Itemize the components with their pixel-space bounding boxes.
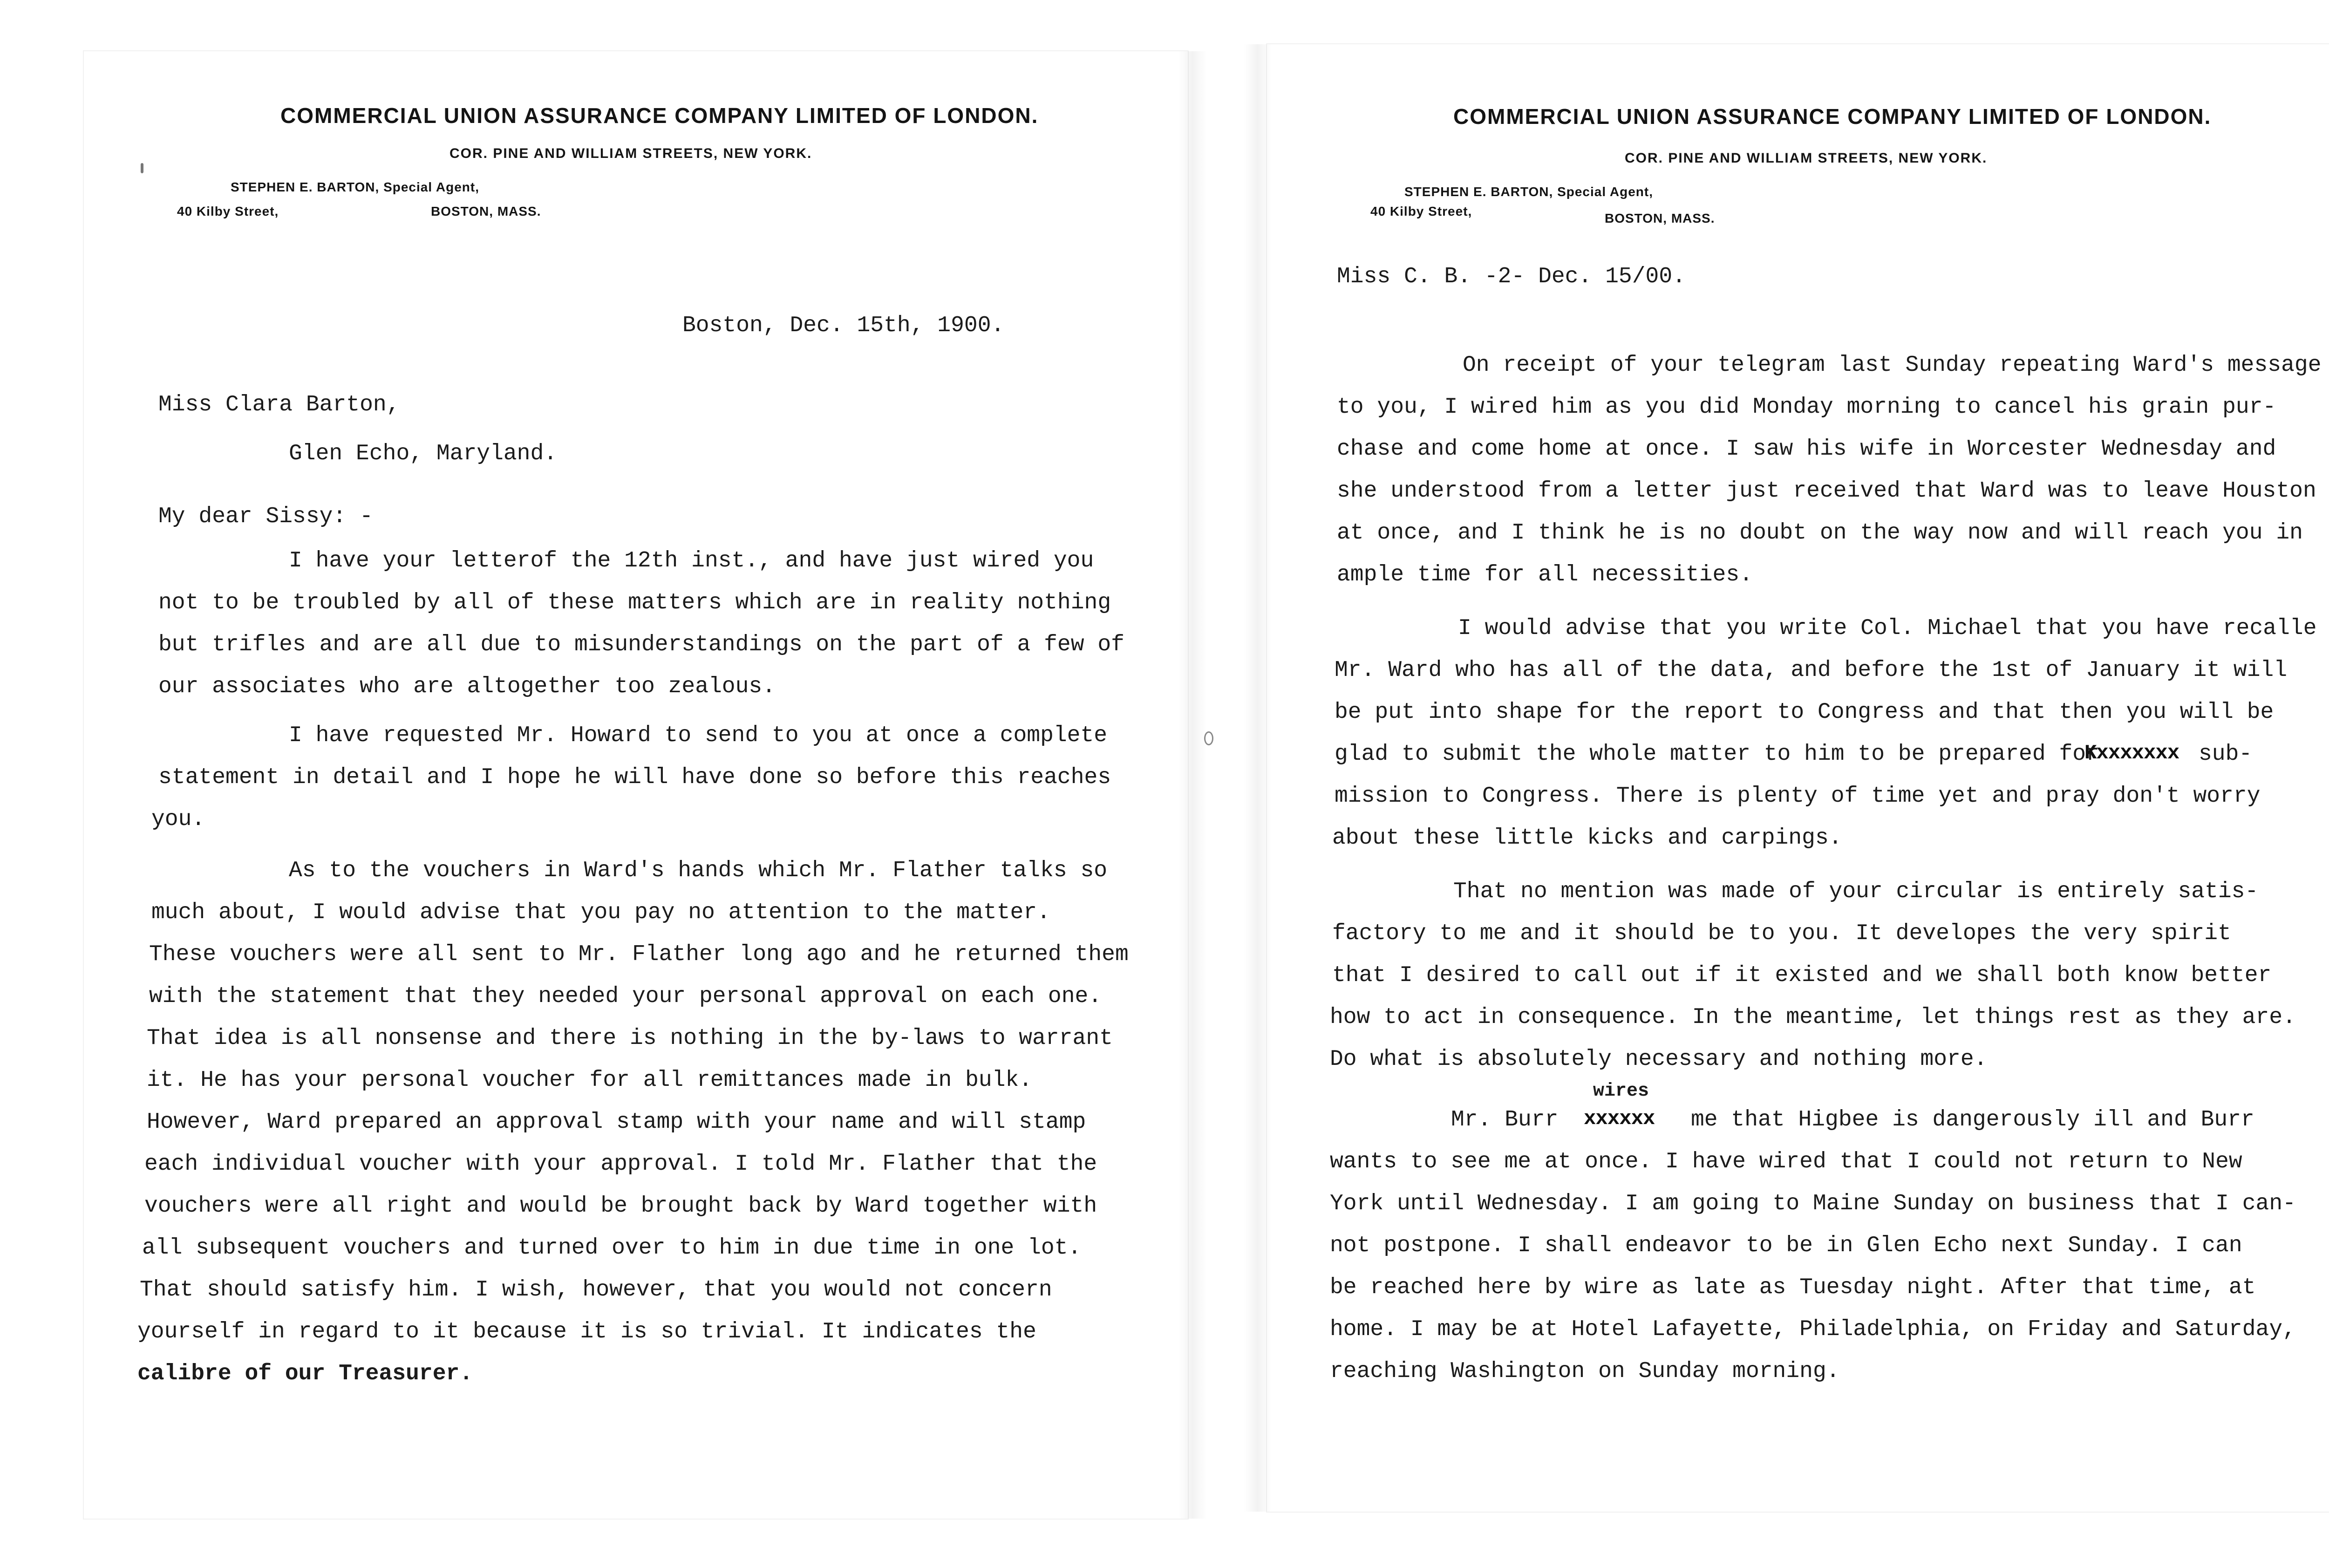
paper-speck: [1204, 731, 1213, 745]
body-line: ample time for all necessities.: [1337, 562, 1753, 587]
letterhead-agent: STEPHEN E. BARTON, Special Agent,: [231, 180, 479, 194]
letter-page-1: [84, 51, 1188, 1519]
body-line: Mr. Ward who has all of the data, and before the 1st of January it will: [1335, 658, 2288, 683]
body-line: calibre of our Treasurer.: [137, 1361, 473, 1386]
letterhead-address: COR. PINE AND WILLIAM STREETS, NEW YORK.: [1625, 150, 1988, 166]
body-line: at once, and I think he is no doubt on the way now and will reach you in: [1337, 520, 2303, 545]
letterhead-city: BOSTON, MASS.: [1605, 211, 1715, 225]
letterhead-street: 40 Kilby Street,: [1370, 204, 1472, 218]
body-line: That idea is all nonsense and there is nothing in the by-laws to warrant: [147, 1026, 1113, 1051]
page-fold-shadow: [1244, 44, 1272, 1512]
body-line: wants to see me at once. I have wired that I could not return to New: [1330, 1149, 2242, 1174]
page-fold-shadow: [1178, 51, 1206, 1519]
body-line: I would advise that you write Col. Michael that you have recalle: [1458, 616, 2317, 641]
body-line: much about, I would advise that you pay no attention to the matter.: [151, 900, 1050, 925]
letterhead-street: 40 Kilby Street,: [177, 204, 279, 218]
body-line: reaching Washington on Sunday morning.: [1330, 1359, 1840, 1384]
letterhead-company: COMMERCIAL UNION ASSURANCE COMPANY LIMITED OF LONDON.: [1453, 104, 2212, 129]
body-line: it. He has your personal voucher for all remittances made in bulk.: [147, 1068, 1033, 1093]
body-line: our associates who are altogether too zealous.: [158, 674, 776, 699]
body-line: about these little kicks and carpings.: [1332, 825, 1842, 851]
body-line: mission to Congress. There is plenty of time yet and pray don't worry: [1335, 784, 2261, 809]
body-line: On receipt of your telegram last Sunday repeating Ward's message: [1463, 353, 2322, 378]
body-line: but trifles and are all due to misunderstandings on the part of a few of: [158, 632, 1124, 657]
body-line: Mr. Burr: [1451, 1107, 1559, 1132]
body-line: me that Higbee is dangerously ill and Burr: [1691, 1107, 2254, 1132]
body-line: with the statement that they needed your personal approval on each one.: [149, 984, 1102, 1009]
recipient-name: Miss Clara Barton,: [158, 392, 400, 417]
body-line: be reached here by wire as late as Tuesday night. After that time, at: [1330, 1275, 2256, 1300]
struck-word: Kxxxxxxx: [2084, 742, 2179, 765]
body-line: I have requested Mr. Howard to send to you at once a complete: [289, 723, 1108, 748]
body-line: how to act in consequence. In the meantime, let things rest as they are.: [1330, 1005, 2296, 1030]
letter-page-2: [1267, 44, 2329, 1512]
body-line: not to be troubled by all of these matters which are in reality nothing: [158, 590, 1111, 615]
body-line: factory to me and it should be to you. It developes the very spirit: [1332, 921, 2231, 946]
salutation: My dear Sissy: -: [158, 504, 373, 529]
letterhead-address: COR. PINE AND WILLIAM STREETS, NEW YORK.: [449, 146, 812, 161]
body-line: all subsequent vouchers and turned over to him in due time in one lot.: [142, 1235, 1082, 1261]
body-line: Do what is absolutely necessary and nothing more.: [1330, 1047, 1988, 1072]
letterhead-company: COMMERCIAL UNION ASSURANCE COMPANY LIMITED OF LONDON.: [280, 103, 1039, 128]
struck-word: xxxxxx: [1584, 1107, 1655, 1131]
body-line: each individual voucher with your approval. I told Mr. Flather that the: [144, 1152, 1097, 1177]
page-header: Miss C. B. -2- Dec. 15/00.: [1337, 264, 1686, 289]
recipient-address: Glen Echo, Maryland.: [289, 441, 558, 466]
body-line: not postpone. I shall endeavor to be in Glen Echo next Sunday. I can: [1330, 1233, 2242, 1258]
body-line: However, Ward prepared an approval stamp with your name and will stamp: [147, 1110, 1086, 1135]
body-line-end: sub-: [2199, 742, 2253, 767]
letter-date: Boston, Dec. 15th, 1900.: [682, 313, 1005, 338]
body-line: you.: [151, 807, 205, 832]
body-line: vouchers were all right and would be brought back by Ward together with: [144, 1193, 1097, 1219]
body-line: glad to submit the whole matter to him to be prepared for: [1335, 742, 2099, 767]
body-line: home. I may be at Hotel Lafayette, Philadelphia, on Friday and Saturday,: [1330, 1317, 2296, 1342]
paper-speck: [141, 163, 143, 173]
body-line: she understood from a letter just received that Ward was to leave Houston: [1337, 478, 2316, 504]
body-line: chase and come home at once. I saw his wife in Worcester Wednesday and: [1337, 436, 2276, 462]
body-line: That should satisfy him. I wish, however, that you would not concern: [140, 1277, 1052, 1302]
body-line: As to the vouchers in Ward's hands which Mr. Flather talks so: [289, 858, 1108, 883]
letterhead-agent: STEPHEN E. BARTON, Special Agent,: [1404, 184, 1653, 199]
body-line: statement in detail and I hope he will have done so before this reaches: [158, 765, 1111, 790]
letterhead-city: BOSTON, MASS.: [431, 204, 541, 218]
body-line: I have your letterof the 12th inst., and have just wired you: [289, 548, 1094, 573]
inserted-word: wires: [1593, 1081, 1649, 1102]
body-line: be put into shape for the report to Congress and that then you will be: [1335, 700, 2274, 725]
body-line: to you, I wired him as you did Monday morning to cancel his grain pur-: [1337, 395, 2276, 420]
body-line: yourself in regard to it because it is so trivial. It indicates the: [137, 1319, 1036, 1344]
body-line: that I desired to call out if it existed and we shall both know better: [1332, 963, 2272, 988]
body-line: That no mention was made of your circular is entirely satis-: [1453, 879, 2259, 904]
body-line: York until Wednesday. I am going to Maine Sunday on business that I can-: [1330, 1191, 2296, 1216]
body-line: These vouchers were all sent to Mr. Flather long ago and he returned them: [149, 942, 1129, 967]
